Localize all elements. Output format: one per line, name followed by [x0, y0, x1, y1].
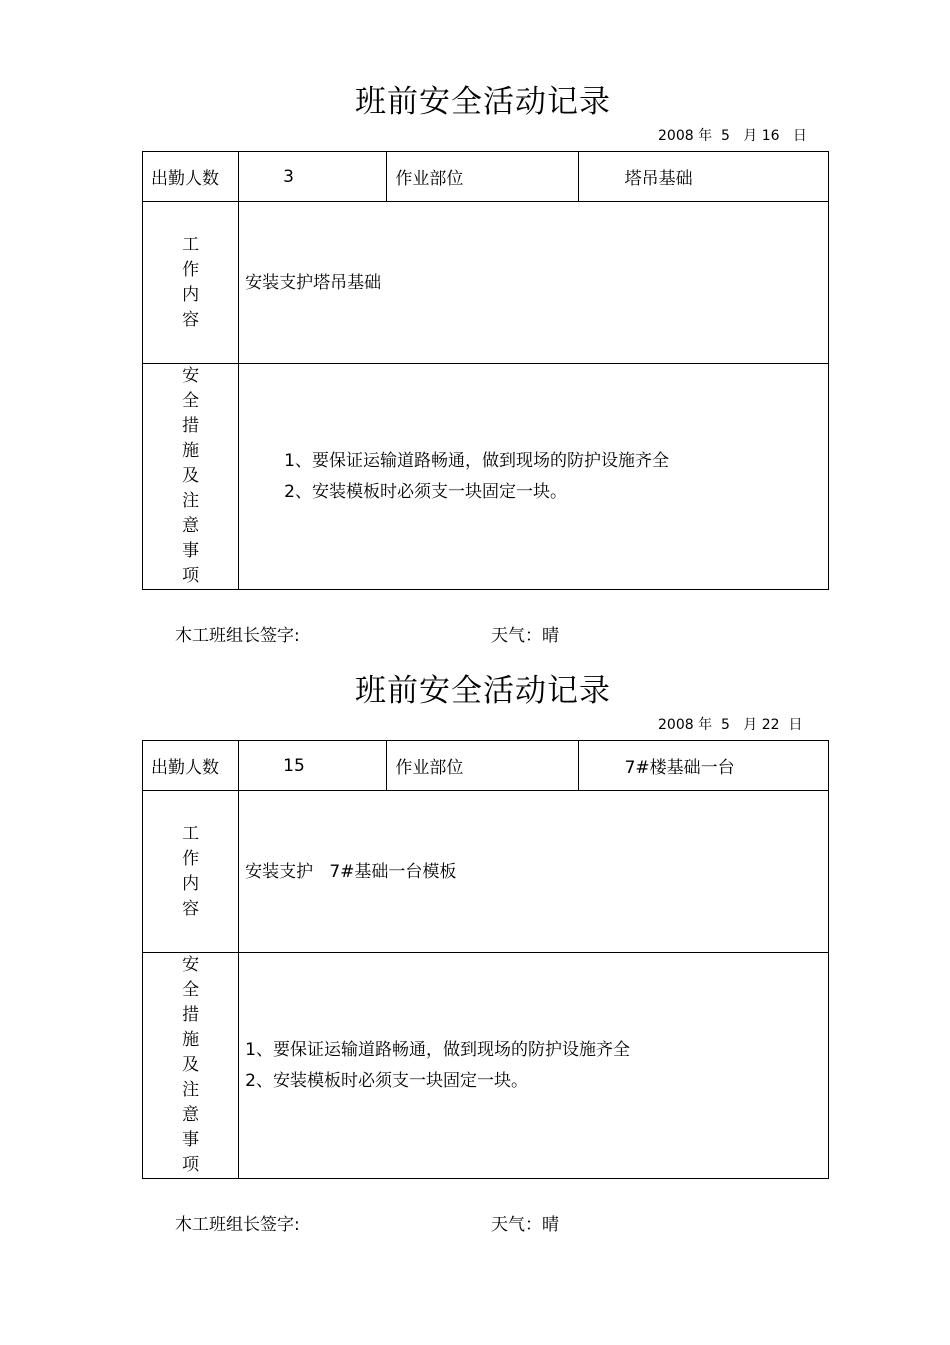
safety-line-1: 1、要保证运输道路畅通，做到现场的防护设施齐全 — [245, 1039, 630, 1060]
safety-line-2: 2、安装模板时必须支一块固定一块。 — [284, 481, 567, 502]
sign-label: 木工班组长签字: — [175, 626, 300, 646]
work-label: 工 作 内 容 — [182, 234, 200, 330]
work-label: 工 作 内 容 — [182, 823, 200, 919]
safety-line-2: 2、安装模板时必须支一块固定一块。 — [245, 1070, 528, 1091]
location-value: 7#楼基础一台 — [578, 741, 828, 791]
weather-label: 天气：晴 — [491, 626, 559, 646]
record-date: 2008 年 5 月 16 日 — [658, 128, 807, 144]
attendance-value: 3 — [239, 152, 387, 202]
attendance-label: 出勤人数 — [143, 152, 239, 202]
safety-label: 安 全 措 施 及 注 意 事 项 — [182, 366, 200, 586]
record-table — [142, 740, 829, 1179]
record-date: 2008 年 5 月 22 日 — [658, 717, 803, 733]
safety-label-cell — [143, 953, 239, 1179]
safety-content — [239, 364, 829, 590]
work-content: 安装支护塔吊基础 — [239, 202, 829, 364]
safety-label-cell — [143, 364, 239, 590]
attendance-value: 15 — [239, 741, 387, 791]
attendance-label: 出勤人数 — [143, 741, 239, 791]
location-value: 塔吊基础 — [578, 152, 828, 202]
record-table — [142, 151, 829, 590]
location-label: 作业部位 — [387, 741, 578, 791]
safety-label: 安 全 措 施 及 注 意 事 项 — [182, 955, 200, 1175]
location-label: 作业部位 — [387, 152, 578, 202]
sign-label: 木工班组长签字: — [175, 1215, 300, 1235]
work-label-cell — [143, 202, 239, 364]
safety-content — [239, 953, 829, 1179]
work-label-cell — [143, 791, 239, 953]
record-title: 班前安全活动记录 — [355, 84, 611, 120]
record-title: 班前安全活动记录 — [355, 673, 611, 709]
work-content: 安装支护 7#基础一台模板 — [239, 791, 829, 953]
safety-line-1: 1、要保证运输道路畅通，做到现场的防护设施齐全 — [284, 450, 669, 471]
weather-label: 天气：晴 — [491, 1215, 559, 1235]
